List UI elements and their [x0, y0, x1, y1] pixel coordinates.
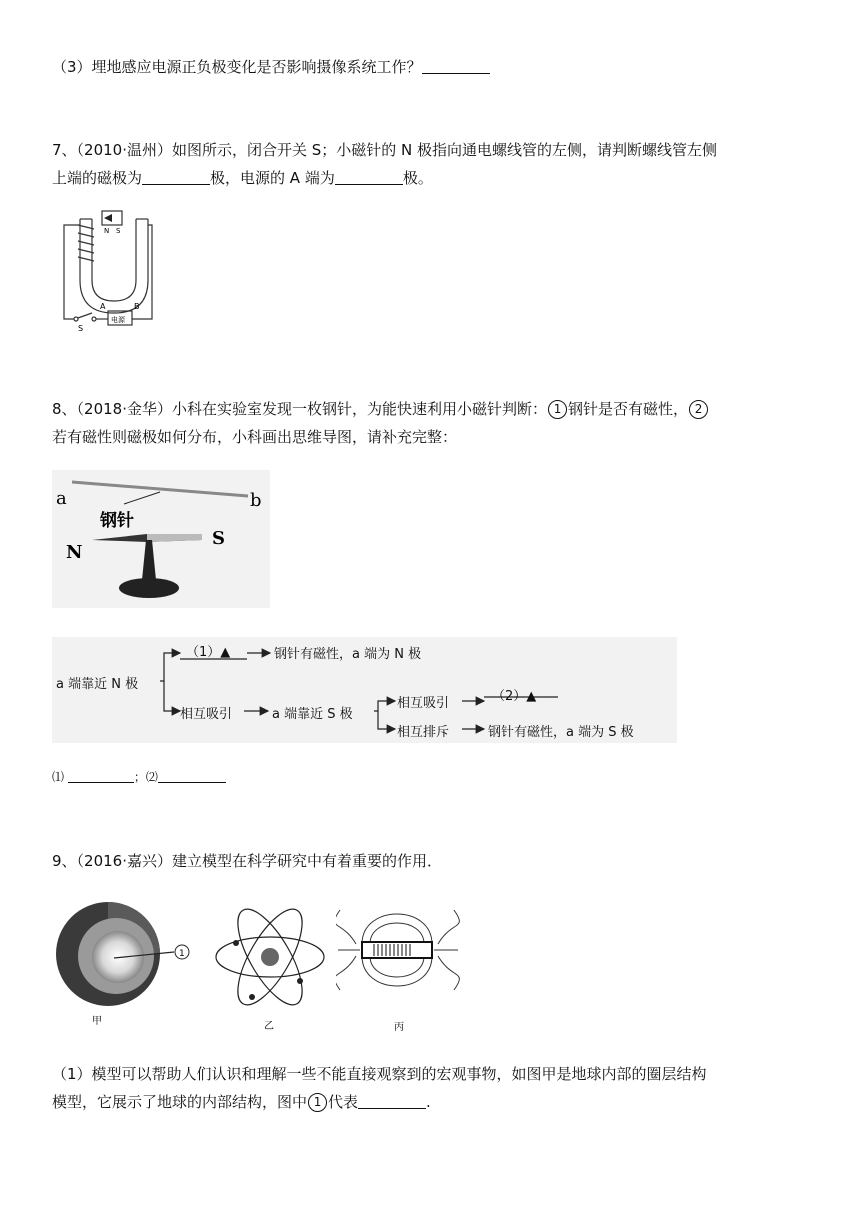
mindmap-result4: 钢针有磁性，a 端为 S 极	[488, 725, 634, 740]
q9-fig-marker: 1	[179, 949, 185, 959]
q7-text2a: 上端的磁极为	[52, 169, 143, 187]
mindmap-branch1: （1）▲	[186, 645, 231, 660]
q8-line1	[52, 398, 709, 420]
q9-part1-text2b: 代表	[328, 1093, 359, 1111]
q8-fig-a: a	[56, 488, 67, 509]
q7-source: （2010·温州）	[76, 141, 172, 159]
q9-atom-figure	[212, 905, 330, 1033]
q8-mindmap	[52, 637, 677, 743]
q6-part3-blank[interactable]	[422, 59, 490, 74]
q7-fig-b-label: B	[134, 302, 140, 311]
q8-line2	[52, 426, 457, 448]
q8-text2: 若有磁性则磁极如何分布，小科画出思维导图，请补充完整：	[52, 428, 458, 446]
q8-answer-1-label: ⑴	[52, 770, 65, 784]
q9-earth-figure	[52, 900, 202, 1030]
q9-source: （2016·嘉兴）	[76, 852, 172, 870]
q9-part1-line1	[52, 1063, 707, 1085]
q9-blank-1[interactable]	[358, 1094, 426, 1109]
q8-number: 8、	[52, 400, 77, 418]
q8-answer-sep: ；	[133, 770, 146, 784]
q9-circled-1: 1	[308, 1093, 327, 1112]
q8-needle-figure	[52, 470, 270, 608]
q7-fig-label-n: N	[104, 227, 110, 235]
q8-circled-2: 2	[689, 400, 708, 419]
mindmap-branch3: 相互吸引	[397, 696, 450, 711]
q7-text1: 如图所示，闭合开关 S；小磁针的 N 极指向通电螺线管的左侧，请判断螺线管左侧	[172, 141, 718, 159]
q9-line1	[52, 850, 442, 872]
mindmap-result3: （2）▲	[492, 689, 537, 704]
q8-fig-b: b	[250, 490, 262, 511]
q9-part1-line2	[52, 1091, 431, 1113]
q9-fig-bing: 丙	[394, 1022, 404, 1032]
q7-text2c: 极。	[402, 169, 433, 187]
mindmap-branch2: 相互吸引	[180, 707, 233, 722]
q7-fig-label-s: S	[116, 227, 121, 235]
q7-line2	[52, 167, 433, 189]
q9-text1: 建立模型在科学研究中有着重要的作用．	[172, 852, 443, 870]
q8-fig-s: S	[212, 528, 225, 549]
q8-source: （2018·金华）	[76, 400, 172, 418]
q8-circled-1: 1	[548, 400, 567, 419]
q7-blank-1[interactable]	[142, 170, 210, 185]
q8-text1b: 钢针是否有磁性，	[568, 400, 689, 418]
q8-text1a: 小科在实验室发现一枚钢针，为能快速利用小磁针判断：	[172, 400, 548, 418]
q9-part1-text1: （1）模型可以帮助人们认识和理解一些不能直接观察到的宏观事物，如图甲是地球内部的圈层结构	[52, 1065, 707, 1083]
q8-fig-needle-label: 钢针	[100, 511, 134, 531]
q9-fig-jia: 甲	[92, 1016, 102, 1027]
q8-answer-line	[52, 766, 226, 788]
q7-text2b: 极，电源的 A 端为	[210, 169, 335, 187]
q7-fig-switch-label: S	[78, 324, 84, 333]
q8-fig-n: N	[66, 542, 83, 563]
q9-number: 9、	[52, 852, 77, 870]
q7-fig-a-label: A	[100, 302, 106, 311]
mindmap-result1: 钢针有磁性，a 端为 N 极	[274, 647, 422, 662]
q9-part1-text2c: .	[426, 1093, 431, 1111]
q8-blank-2[interactable]	[158, 768, 226, 783]
mindmap-root: a 端靠近 N 极	[56, 677, 139, 692]
q6-part3-line	[52, 56, 490, 78]
q7-line1	[52, 139, 717, 161]
q7-number: 7、	[52, 141, 77, 159]
q6-part3-text: （3）埋地感应电源正负极变化是否影响摄像系统工作？	[52, 58, 422, 76]
q9-fig-yi: 乙	[264, 1021, 274, 1032]
mindmap-branch4: 相互排斥	[397, 725, 450, 740]
q8-answer-2-label: ⑵	[145, 770, 158, 784]
q9-part1-text2a: 模型，它展示了地球的内部结构，图中	[52, 1093, 308, 1111]
q8-blank-1[interactable]	[68, 768, 134, 783]
q9-magnet-figure	[336, 900, 460, 1032]
mindmap-node2: a 端靠近 S 极	[272, 707, 353, 722]
q7-blank-2[interactable]	[335, 170, 403, 185]
q7-circuit-figure	[52, 205, 162, 335]
q7-fig-power-label: 电源	[111, 316, 125, 324]
